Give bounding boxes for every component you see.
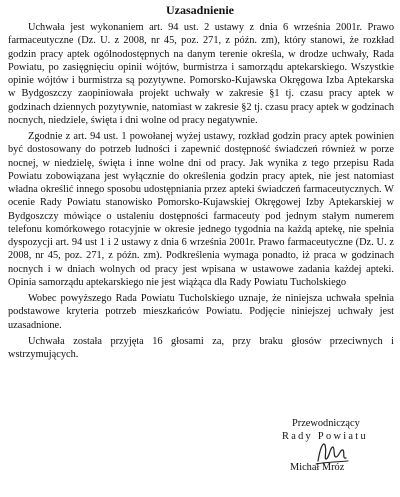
paragraph-analysis: Zgodnie z art. 94 ust. 1 powołanej wyżej ustawy, rozkład godzin pracy aptek powinien być dostosowany do potrzeb ludności i zapewnić dostępność świadczeń również w porze nocnej, w niedzielę, święta i inne wolne dni od pracy. Jak wynika z tego przepisu Rada Powiatu zobowiązana jest wyłącznie do określenia godzin pracy aptek, nie jest natomiast władna określić innego sposobu udostępniania przez apteki świadczeń farmaceutycznych. W ocenie Rady Powiatu stanowisko Pomorsko-Kujawskiej Okręgowej Izby Aptekarskiej w Bydgoszczy mówiące o ustaleniu dostępności farmaceuty pod jednym stałym numerem telefonu komórkowego rotacyjnie w okresie jednego tygodnia na każdą aptekę, nie spełnia dyspozycji art. 94 ust 1 i 2 ustawy z dnia 6 września 2001r. Prawo farmaceutyczne (Dz. U. z 2008, nr 45, poz. 271, z późn. zm). Podkreślenia wymaga ponadto, iż praca w godzinach nocnych i w dniach wolnych od pracy jest wpisana w ustawowe zadania każdej apteki. Opinia samorządu aptekarskiego nie jest wiążąca dla Rady Powiatu Tucholskiego — [8, 131, 394, 288]
signatory-organization: Rady Powiatu — [282, 431, 368, 442]
signatory-name: Michał Mróz — [290, 462, 345, 473]
document-title: Uzasadnienie — [165, 3, 234, 17]
document-body — [8, 21, 394, 364]
paragraph-vote-result: Uchwała została przyjęta 16 głosami za, przy braku głosów przeciwnych i wstrzymujących. — [8, 335, 394, 360]
signatory-role: Przewodniczący — [292, 418, 360, 429]
paragraph-legal-basis: Uchwała jest wykonaniem art. 94 ust. 2 ustawy z dnia 6 września 2001r. Prawo farmaceutyczne (Dz. U. z 2008, nr 45, poz. 271, z późn. zm), który stanowi, że rozkład godzin pracy aptek ogólnodostępnych na danym terenie określa, w drodze uchwały, Rada Powiatu, po zasięgnięciu opinii wójtów, burmistrza i samorządu aptekarskiego. Wszystkie opinie wójtów i burmistrza są pozytywne. Pomorsko-Kujawska Okręgowa Izba Aptekarska w Bydgoszczy zaopiniowała projekt uchwały w zakresie §1 tj. czasu pracy aptek w godzinach dziennych pozytywnie, natomiast w zakresie §2 tj. czasu pracy aptek w godzinach nocnych, niedziele, święta i dni wolne od pracy negatywnie. — [8, 22, 394, 126]
paragraph-conclusion: Wobec powyższego Rada Powiatu Tucholskiego uznaje, że niniejsza uchwała spełnia podstawowe kryteria potrzeb mieszkańców Powiatu. Podjęcie niniejszej uchwały jest uzasadnione. — [8, 293, 394, 331]
